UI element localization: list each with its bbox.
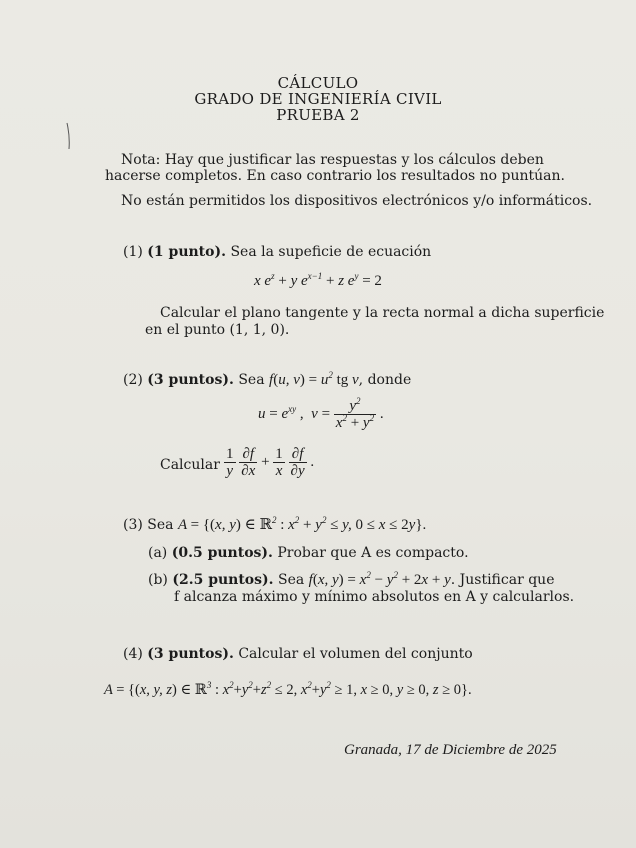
q3a-points: (0.5 puntos).	[171, 545, 273, 561]
q3-intro: Sea	[147, 517, 174, 533]
pen-mark	[66, 122, 72, 150]
q4-points: (3 puntos).	[147, 646, 234, 662]
q3-heading	[123, 516, 426, 534]
q3-part-b	[148, 571, 554, 589]
place-date: Granada, 17 de Diciembre de 2025	[344, 742, 557, 758]
q3b-text-b: . Justificar que	[450, 572, 555, 588]
q2-points: (3 puntos).	[147, 372, 234, 388]
q2-calc-label: Calcular	[160, 457, 220, 473]
q3b-points: (2.5 puntos).	[172, 572, 274, 588]
q4-number: (4)	[123, 646, 143, 662]
q1-task-line-1: Calcular el plano tangente y la recta normal a dicha superficie	[160, 305, 605, 321]
q3a-text: Probar que A es compacto.	[277, 545, 469, 561]
q4-heading	[123, 645, 473, 663]
q3-set-a: A = {(x, y) ∈ ℝ$^2$ : $x^2 + y^2 \le y$, 0 ≤ x ≤ 2y}.	[177, 515, 427, 533]
q2-heading	[123, 371, 411, 389]
q2-intro-a: Sea	[238, 372, 265, 388]
nota-text-1: Hay que justificar las respuestas y los cálculos deben	[164, 152, 544, 168]
course-title: CÁLCULO	[277, 74, 359, 92]
q1-task-line-2: en el punto (1, 1, 0).	[145, 322, 290, 338]
q1-equation: x $e^z + y$ $e^{x-1} + z$ $e^y = 2$	[254, 271, 382, 289]
q3a-label: (a)	[148, 545, 168, 561]
q4-set: A = {(x, y, z) ∈ ℝ$^3$ : $x^2+y^2+z^2 \le 2$, $x^2+y^2 \ge 1$, x ≥ 0, y ≥ 0, z ≥ 0}.	[104, 680, 472, 698]
devices-note: No están permitidos los dispositivos electrónicos y/o informáticos.	[121, 193, 593, 209]
q3b-line-2: f alcanza máximo y mínimo absolutos en A y calcularlos.	[174, 589, 575, 605]
q1-number: (1)	[123, 244, 143, 260]
degree-title: GRADO DE INGENIERÍA CIVIL	[194, 90, 442, 108]
q2-number: (2)	[123, 372, 143, 388]
q3-number: (3)	[123, 517, 143, 533]
nota-label: Nota:	[121, 152, 161, 168]
q4-intro: Calcular el volumen del conjunto	[238, 646, 473, 662]
q1-points: (1 punto).	[147, 244, 226, 260]
q3b-label: (b)	[148, 572, 168, 588]
q1-intro: Sea la supeficie de ecuación	[230, 244, 432, 260]
q1-heading	[123, 243, 431, 261]
q2-expression: $\frac{1}{y}$ $\frac{\partial f}{\partial x}$ + $\frac{1}{x}$ $\frac{\partial f}{\partial y}$ .	[226, 446, 315, 479]
q2-substitution: $u = e^{xy}$ , v = $\frac{y^2}{x^2 + y^2}$ .	[258, 396, 384, 431]
q3-part-a	[148, 544, 469, 562]
q3b-function: f(x, $y) = x^2 - y^2 + 2x + y$	[308, 570, 451, 588]
exam-title: PRUEBA 2	[276, 106, 360, 124]
q2-intro-b: , donde	[358, 372, 412, 388]
nota-line-2: hacerse completos. En caso contrario los resultados no puntúan.	[105, 168, 565, 184]
q2-function: f(u, $v) = u^2$ tg v	[269, 370, 359, 388]
q3b-text-a: Sea	[277, 572, 305, 588]
